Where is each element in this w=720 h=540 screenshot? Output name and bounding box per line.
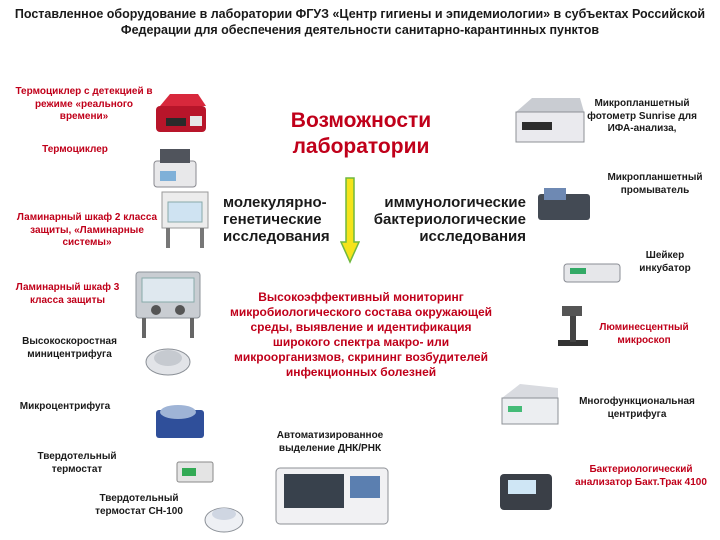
- label-centrifuge: Многофункциональная центрифуга: [579, 396, 695, 420]
- photometer-image: [510, 90, 590, 148]
- label-minicentrifuge: Высокоскоростная миницентрифуга: [22, 336, 117, 360]
- label-plate-washer: Микропланшетный промыватель: [607, 172, 703, 196]
- label-photometer: Микропланшетный фотометр Sunrise для ИФА-анализа,: [587, 98, 697, 134]
- centrifuge-image: [498, 378, 562, 428]
- immuno-text: иммунологические бактериологические исследования: [373, 194, 526, 245]
- dna-extractor-image: [270, 464, 394, 528]
- label-laminar-2: Ламинарный шкаф 2 класса защиты, «Ламинарные системы»: [16, 212, 158, 248]
- label-microcentrifuge: Микроцентрифуга: [19, 401, 111, 412]
- plate-washer-image: [534, 184, 594, 224]
- shaker-incubator-image: [560, 256, 624, 286]
- label-microscope: Люминесцентный микроскоп: [599, 322, 689, 346]
- monitoring-text: Высокоэффективный мониторинг микробиологического состава окружающей среды, выявление и идентификация широкого спектра макро- или микроорганизмов, скрининг возбудителей инфекционных болезней: [229, 290, 493, 379]
- thermocycler-image: [150, 145, 200, 193]
- dna-extraction-label: Автоматизированное выделение ДНК/РНК: [276, 430, 384, 454]
- label-bacteriological-analyzer: Бактериологический анализатор Бакт.Трак 4100: [575, 464, 707, 488]
- label-laminar-3: Ламинарный шкаф 3 класса защиты: [15, 282, 120, 306]
- label-thermostat: Твердотельный термостат: [37, 451, 117, 475]
- laminar-2-image: [156, 188, 214, 250]
- label-thermostat-ch100: Твердотельный термостат СН-100: [95, 493, 183, 517]
- microcentrifuge-image: [152, 400, 208, 442]
- minicentrifuge-image: [142, 340, 194, 378]
- capabilities-heading: Возможности лаборатории: [290, 109, 432, 158]
- page-title: Поставленное оборудование в лаборатории ФГУЗ «Центр гигиены и эпидемиологии» в субъектах Российской Федерации для обеспечения деятельности санитарно-карантинных пунктов: [14, 7, 706, 37]
- bacteriological-analyzer-image: [494, 462, 558, 518]
- molecular-text: молекулярно-генетические исследования: [223, 194, 330, 245]
- label-thermocycler-realtime: Термоциклер с детекцией в режиме «реального времени»: [15, 86, 153, 122]
- laminar-3-image: [130, 266, 206, 340]
- thermostat-image: [174, 454, 216, 486]
- thermostat-ch100-image: [202, 494, 246, 534]
- label-shaker-incubator: Шейкер инкубатор: [639, 250, 691, 274]
- thermocycler-realtime-image: [152, 88, 210, 138]
- label-thermocycler: Термоциклер: [42, 144, 108, 155]
